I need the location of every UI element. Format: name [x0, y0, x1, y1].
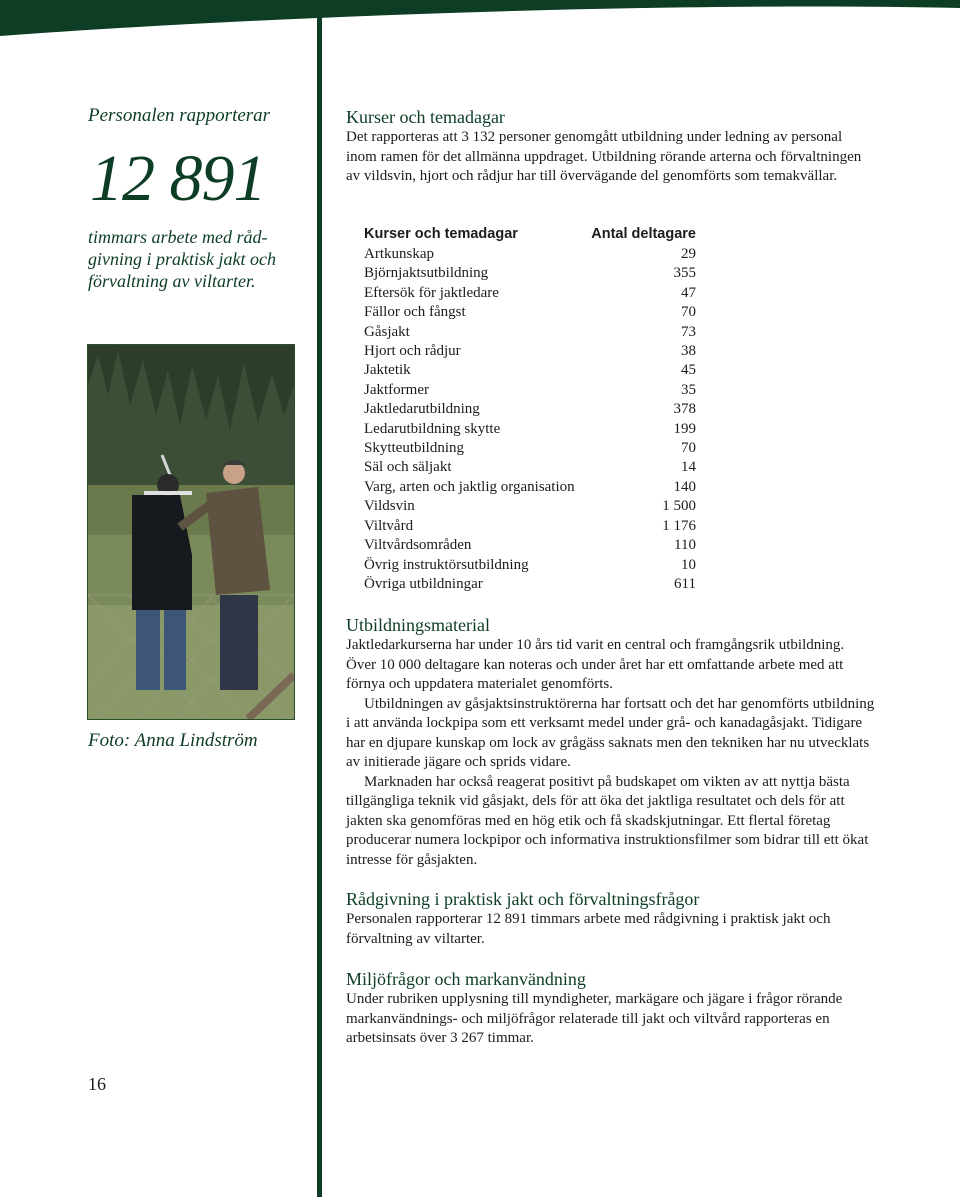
course-name: Viltvårdsområden: [364, 537, 472, 554]
section-material: [346, 614, 876, 870]
course-name: Övriga utbildningar: [364, 575, 483, 592]
course-name: Fällor och fångst: [364, 304, 466, 321]
table-row: [364, 575, 696, 594]
participant-count: 38: [681, 343, 696, 360]
table-row: [364, 284, 696, 303]
table-row: [364, 400, 696, 419]
table-row: [364, 478, 696, 497]
section-advice: [346, 888, 876, 949]
table-row: [364, 420, 696, 439]
participant-count: 1 176: [662, 517, 696, 534]
course-name: Jaktledarutbildning: [364, 401, 480, 418]
table-row: [364, 381, 696, 400]
participant-count: 378: [673, 401, 696, 418]
course-name: Artkunskap: [364, 246, 434, 262]
environment-text: Under rubriken upplysning till myndigheter, markägare och jägare i frågor rörande markanvändnings- och miljöfrågor relaterade till jakt och viltvård rapporteras en arbetsinsats över 3 267 timmar.: [346, 991, 843, 1046]
material-heading: Utbildningsmaterial: [346, 615, 490, 635]
table-row: [364, 361, 696, 380]
col-course-header: Kurser och temadagar: [364, 226, 518, 242]
course-name: Skytteutbildning: [364, 440, 465, 457]
participant-count: 14: [681, 459, 696, 476]
advice-text: Personalen rapporterar 12 891 timmars arbete med rådgivning i praktisk jakt och förvaltning av viltarter.: [346, 911, 831, 947]
sidebar-highlight: [88, 104, 303, 292]
participant-count: 35: [681, 381, 696, 398]
participant-count: 10: [681, 556, 696, 573]
participant-count: 110: [674, 537, 696, 554]
course-name: Jaktetik: [364, 362, 411, 379]
table-row: [364, 556, 696, 575]
highlight-description: timmars arbete med råd-givning i praktisk jakt och förvaltning av viltarter.: [88, 227, 276, 291]
course-name: Björnjaktsutbildning: [364, 265, 489, 282]
participant-count: 73: [681, 323, 696, 340]
table-row: [364, 264, 696, 283]
participant-count: 70: [681, 440, 696, 457]
table-row: [364, 517, 696, 536]
top-decorative-band: [0, 0, 960, 48]
col-participants-header: Antal deltagare: [591, 226, 696, 242]
participant-count: 45: [681, 362, 696, 379]
participant-count: 47: [681, 284, 696, 301]
environment-heading: Miljöfrågor och markanvändning: [346, 969, 586, 989]
courses-heading: Kurser och temadagar: [346, 107, 505, 127]
table-row: [364, 458, 696, 477]
highlight-number: 12 891: [90, 142, 266, 215]
section-courses: [346, 106, 876, 187]
participant-count: 29: [681, 246, 696, 262]
table-row: [364, 303, 696, 322]
section-environment: [346, 968, 876, 1049]
course-name: Ledarutbildning skytte: [364, 420, 501, 437]
participant-count: 199: [673, 420, 696, 437]
courses-text: Det rapporteras att 3 132 personer genomgått utbildning under ledning av personal inom ramen för det allmänna uppdraget. Utbildning rörande arterna och förvaltningen av vildsvin, hjort och rådjur har till övervägande del genomförts som temakvällar.: [346, 129, 862, 184]
highlight-intro: Personalen rapporterar: [88, 105, 271, 126]
material-paragraph-3: Marknaden har också reagerat positivt på budskapet om vikten av att nyttja bästa tillgängliga teknik vid gåsjakt, dels för att öka det jaktliga resultatet och dels för att jakten ska genomföras med en hög etik och få skadskjutningar. Ett flertal företag producerar numera lockpipor och informativa instruktionsfilmer som bidrar till ett ökat intresse för gåsjakten.: [346, 773, 869, 868]
course-name: Säl och säljakt: [364, 459, 452, 476]
course-name: Viltvård: [364, 517, 414, 534]
photo-caption: Foto: Anna Lindström: [88, 730, 258, 751]
table-row: [364, 323, 696, 342]
participant-count: 355: [673, 265, 696, 282]
photo-hunters-training: [87, 344, 295, 720]
page-number: 16: [88, 1074, 106, 1094]
participant-count: 1 500: [662, 498, 696, 515]
material-paragraph-2: Utbildningen av gåsjaktsinstruktörerna har fortsatt och det har genomförts utbildning i att använda lockpipa som ett verksamt medel under grå- och kanadagåsjakt. Tidigare har en djupare kunskap om lock av grågäss saknats men den tekniken har nu utvecklats av initierade jägare och sprids vidare.: [346, 695, 875, 770]
column-divider: [317, 12, 322, 1197]
course-name: Gåsjakt: [364, 323, 410, 340]
table-row: [364, 245, 696, 264]
participant-count: 611: [674, 575, 696, 592]
table-row: [364, 497, 696, 516]
participant-count: 70: [681, 304, 696, 321]
advice-heading: Rådgivning i praktisk jakt och förvaltningsfrågor: [346, 889, 700, 909]
course-name: Jaktformer: [364, 381, 429, 398]
course-name: Varg, arten och jaktlig organisation: [364, 478, 575, 495]
participant-count: 140: [673, 478, 696, 495]
course-name: Vildsvin: [364, 498, 415, 515]
table-header: [364, 224, 696, 244]
table-row: [364, 342, 696, 361]
course-name: Eftersök för jaktledare: [364, 284, 499, 301]
course-name: Övrig instruktörsutbildning: [364, 556, 529, 573]
course-name: Hjort och rådjur: [364, 343, 461, 360]
table-row: [364, 439, 696, 458]
courses-table: [364, 224, 696, 594]
material-paragraph-1: Jaktledarkurserna har under 10 års tid varit en central och framgångsrik utbildning. Över 10 000 deltagare kan noteras och under året har ett omfattande arbete med att förnya och uppdatera materialet genomförts.: [346, 637, 845, 692]
table-row: [364, 536, 696, 555]
